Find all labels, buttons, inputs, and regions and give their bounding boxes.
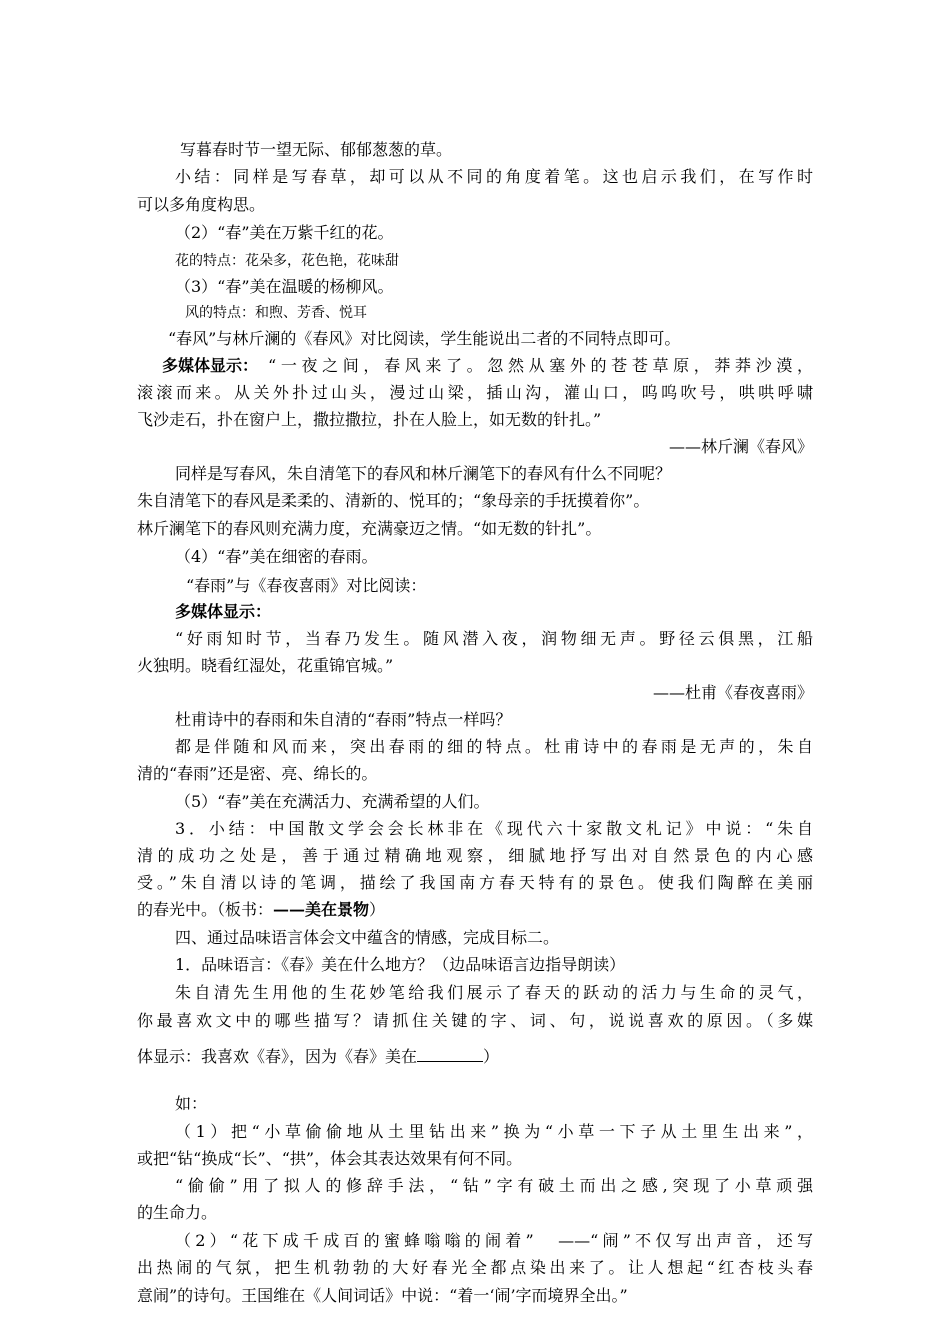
text-line: 意闹”的诗句。王国维在《人间词话》中说：“着一‘闹’字而境界全出。” — [137, 1286, 628, 1305]
quote-source: ——杜甫《春夜喜雨》 — [652, 683, 813, 702]
text-line: 小结：同样是写春草，却可以从不同的角度着笔。这也启示我们，在写作时 — [175, 167, 813, 186]
text-line: 写暮春时节一望无际、郁郁葱葱的草。 — [180, 140, 453, 159]
text-line: 3．小结：中国散文学会会长林非在《现代六十家散文札记》中说：“朱自 — [175, 819, 813, 838]
text-line: （5）“春”美在充满活力、充满希望的人们。 — [175, 792, 490, 811]
text-line: 林斤澜笔下的春风则充满力度，充满豪迈之情。“如无数的针扎”。 — [137, 519, 602, 538]
text-line: （2）“花下成千成百的蜜蜂嗡嗡的闹着” ——“闹”不仅写出声音，还写 — [175, 1231, 813, 1250]
text-line: 风的特点：和煦、芳香、悦耳 — [185, 305, 367, 321]
text-line: 的生命力。 — [137, 1203, 218, 1222]
text-line: 可以多角度构思。 — [137, 195, 266, 214]
text-line: 杜甫诗中的春雨和朱自清的“春雨”特点一样吗？ — [175, 710, 512, 729]
multimedia-label: 多媒体显示： — [175, 602, 272, 621]
text-line: 火独明。晓看红湿处，花重锦官城。” — [137, 656, 394, 675]
text-line: 四、通过品味语言体会文中蕴含的情感，完成目标二。 — [175, 928, 560, 947]
blank-line — [137, 1046, 813, 1072]
text-line: “春风”与林斤澜的《春风》对比阅读，学生能说出二者的不同特点即可。 — [168, 329, 681, 348]
quote-text: “一夜之间，春风来了。忽然从塞外的苍苍草原，莽莽沙漠， — [268, 356, 813, 375]
text-line: 受。”朱自清以诗的笔调，描绘了我国南方春天特有的景色。使我们陶醉在美丽 — [137, 873, 813, 892]
text-line: 同样是写春风，朱自清笔下的春风和林斤澜笔下的春风有什么不同呢？ — [175, 464, 672, 483]
text-line: 朱自清先生用他的生花妙笔给我们展示了春天的跃动的活力与生命的灵气， — [175, 983, 813, 1002]
text-line: 滚滚而来。从关外扑过山头，漫过山梁，插山沟，灌山口，呜呜吹号，哄哄呼啸 — [137, 383, 813, 402]
text-line: 你最喜欢文中的哪些描写？请抓住关键的字、词、句，说说喜欢的原因。（多媒 — [137, 1011, 813, 1030]
text-line: 都是伴随和风而来，突出春雨的细的特点。杜甫诗中的春雨是无声的，朱自 — [175, 737, 813, 756]
text-line: 花的特点：花朵多，花色艳，花味甜 — [175, 253, 399, 269]
text-line: （3）“春”美在温暖的杨柳风。 — [175, 277, 394, 296]
text-line: “好雨知时节，当春乃发生。随风潜入夜，润物细无声。野径云俱黑，江船 — [175, 629, 813, 648]
board-note: ——美在景物 — [273, 900, 370, 919]
board-line — [137, 899, 813, 925]
text-span: 体显示：我喜欢《春》，因为《春》美在 — [137, 1047, 418, 1066]
text-span: ） — [369, 900, 386, 919]
multimedia-label: 多媒体显示： — [162, 356, 259, 375]
text-line: 清的“春雨”还是密、亮、绵长的。 — [137, 764, 378, 783]
text-line: 清的成功之处是，善于通过精确地观察，细腻地抒写出对自然景色的内心感 — [137, 846, 813, 865]
text-line: 1．品味语言：《春》美在什么地方？（边品味语言边指导朗读） — [175, 955, 626, 974]
text-line: 如： — [175, 1094, 208, 1113]
text-line: （2）“春”美在万紫千红的花。 — [175, 223, 394, 242]
quote-source: ——林斤澜《春风》 — [668, 437, 813, 456]
text-span: 的春光中。（板书： — [137, 900, 274, 919]
text-line: （4）“春”美在细密的春雨。 — [175, 547, 378, 566]
text-line: “春雨”与《春夜喜雨》对比阅读： — [186, 576, 427, 595]
multimedia-line — [162, 355, 813, 381]
text-line: 出热闹的气氛，把生机勃勃的大好春光全都点染出来了。让人想起“红杏枝头春 — [137, 1258, 813, 1277]
fill-blank — [417, 1047, 483, 1062]
text-line: “偷偷”用了拟人的修辞手法，“钻”字有破土而出之感,突现了小草顽强 — [175, 1176, 813, 1195]
text-span: ） — [483, 1047, 500, 1066]
text-line: 飞沙走石，扑在窗户上，撒拉撒拉，扑在人脸上，如无数的针扎。” — [137, 410, 602, 429]
text-line: （1）把“小草偷偷地从土里钻出来”换为“小草一下子从土里生出来”， — [175, 1122, 813, 1141]
text-line: 或把“钻“换成“长”、“拱”，体会其表达效果有何不同。 — [137, 1149, 523, 1168]
text-line: 朱自清笔下的春风是柔柔的、清新的、悦耳的；“象母亲的手抚摸着你”。 — [137, 491, 650, 510]
